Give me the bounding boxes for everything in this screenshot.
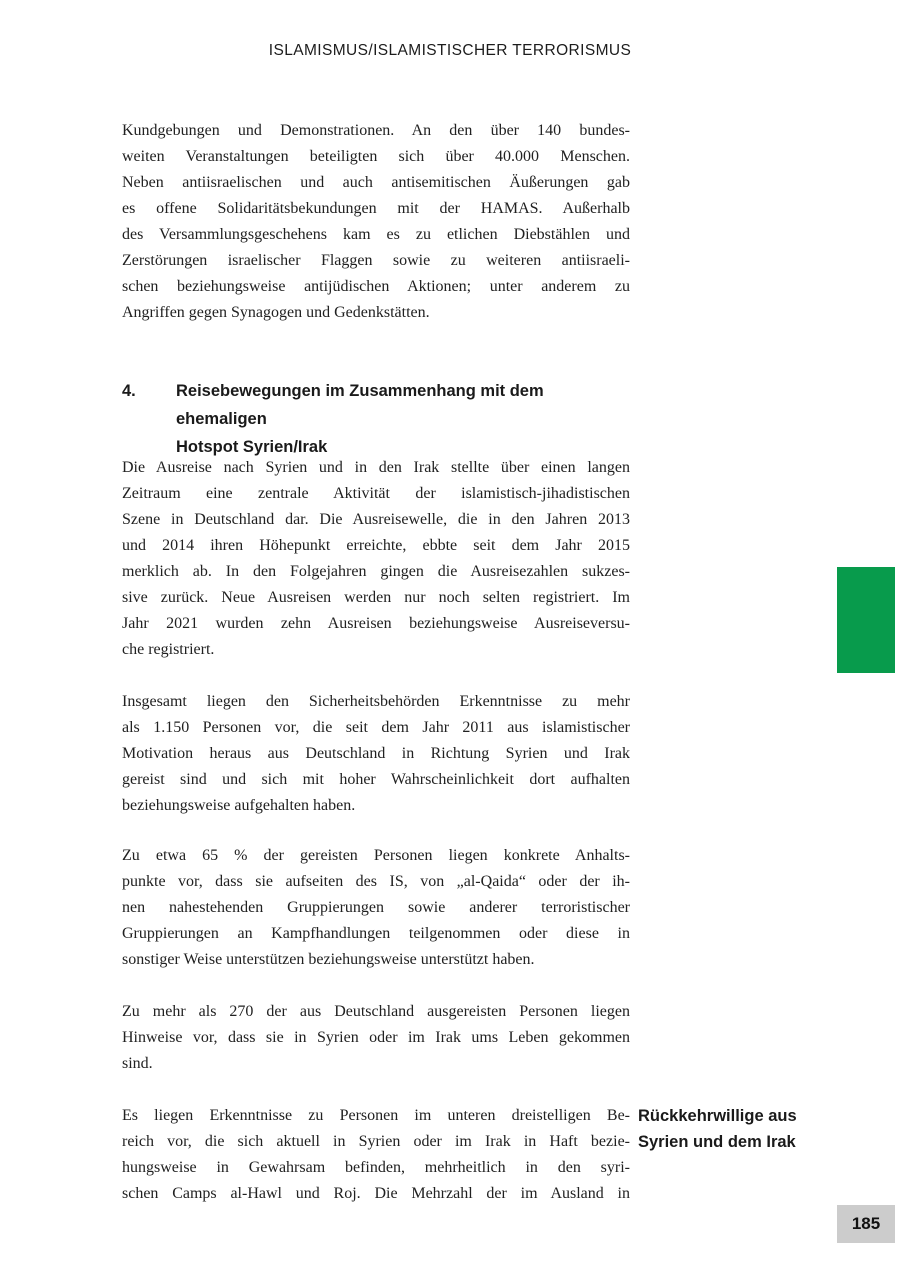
text-line: als 1.150 Personen vor, die seit dem Jahr 2011 aus islamistischer xyxy=(122,719,630,736)
running-header: ISLAMISMUS/ISLAMISTISCHER TERRORISMUS xyxy=(268,42,632,59)
page-number: 185 xyxy=(851,1214,881,1233)
text-line: Jahr 2021 wurden zehn Ausreisen beziehungsweise Ausreiseversu- xyxy=(122,615,630,632)
paragraph-5 xyxy=(122,999,630,1077)
section-title-line-1: Reisebewegungen im Zusammenhang mit dem ehemaligen xyxy=(176,382,544,428)
text-line: Neben antiisraelischen und auch antisemitischen Äußerungen gab xyxy=(122,174,630,191)
text-line: sonstiger Weise unterstützen beziehungsweise unterstützt haben. xyxy=(122,951,535,968)
text-line: beziehungsweise aufgehalten haben. xyxy=(122,797,356,814)
text-line: nen nahestehenden Gruppierungen sowie anderer terroristischer xyxy=(122,899,630,916)
text-line: schen beziehungsweise antijüdischen Aktionen; unter anderem zu xyxy=(122,278,630,295)
text-line: che registriert. xyxy=(122,641,215,658)
margin-note-line-2: Syrien und dem Irak xyxy=(638,1133,796,1151)
text-line: Es liegen Erkenntnisse zu Personen im unteren dreistelligen Be- xyxy=(122,1107,630,1124)
text-line: Angriffen gegen Synagogen und Gedenkstätten. xyxy=(122,304,430,321)
paragraph-6 xyxy=(122,1103,630,1207)
text-line: schen Camps al-Hawl und Roj. Die Mehrzahl der im Ausland in xyxy=(122,1185,630,1202)
text-line: Zeitraum eine zentrale Aktivität der islamistisch-jihadistischen xyxy=(122,485,630,502)
section-title xyxy=(176,377,630,461)
margin-note xyxy=(638,1103,828,1155)
text-line: Szene in Deutschland dar. Die Ausreisewelle, die in den Jahren 2013 xyxy=(122,511,630,528)
text-line: hungsweise in Gewahrsam befinden, mehrheitlich in den syri- xyxy=(122,1159,630,1176)
paragraph-1 xyxy=(122,118,630,326)
text-line: Hinweise vor, dass sie in Syrien oder im Irak ums Leben gekommen xyxy=(122,1029,630,1046)
section-heading xyxy=(122,377,630,461)
section-title-line-2: Hotspot Syrien/Irak xyxy=(176,438,328,456)
text-line: Kundgebungen und Demonstrationen. An den über 140 bundes- xyxy=(122,122,630,139)
text-line: Zerstörungen israelischer Flaggen sowie zu weiteren antiisraeli- xyxy=(122,252,630,269)
text-line: Zu etwa 65 % der gereisten Personen liegen konkrete Anhalts- xyxy=(122,847,630,864)
text-line: weiten Veranstaltungen beteiligten sich über 40.000 Menschen. xyxy=(122,148,630,165)
text-line: und 2014 ihren Höhepunkt erreichte, ebbte seit dem Jahr 2015 xyxy=(122,537,630,554)
text-line: Zu mehr als 270 der aus Deutschland ausgereisten Personen liegen xyxy=(122,1003,630,1020)
text-line: des Versammlungsgeschehens kam es zu etlichen Diebstählen und xyxy=(122,226,630,243)
text-line: merklich ab. In den Folgejahren gingen die Ausreisezahlen sukzes- xyxy=(122,563,630,580)
text-line: Gruppierungen an Kampfhandlungen teilgenommen oder diese in xyxy=(122,925,630,942)
text-line: reich vor, die sich aktuell in Syrien oder im Irak in Haft bezie- xyxy=(122,1133,630,1150)
text-line: Insgesamt liegen den Sicherheitsbehörden Erkenntnisse zu mehr xyxy=(122,693,630,710)
text-line: Die Ausreise nach Syrien und in den Irak stellte über einen langen xyxy=(122,459,630,476)
paragraph-4 xyxy=(122,843,630,973)
section-number: 4. xyxy=(122,382,136,400)
text-line: punkte vor, dass sie aufseiten des IS, von „al-Qaida“ oder der ih- xyxy=(122,873,630,890)
chapter-accent-bar xyxy=(837,567,895,673)
text-line: sind. xyxy=(122,1055,153,1072)
text-line: es offene Solidaritätsbekundungen mit der HAMAS. Außerhalb xyxy=(122,200,630,217)
text-line: sive zurück. Neue Ausreisen werden nur noch selten registriert. Im xyxy=(122,589,630,606)
text-line: Motivation heraus aus Deutschland in Richtung Syrien und Irak xyxy=(122,745,630,762)
paragraph-3 xyxy=(122,689,630,819)
page-number-badge xyxy=(837,1205,895,1243)
text-line: gereist sind und sich mit hoher Wahrscheinlichkeit dort aufhalten xyxy=(122,771,630,788)
paragraph-2 xyxy=(122,455,630,663)
margin-note-line-1: Rückkehrwillige aus xyxy=(638,1107,797,1125)
